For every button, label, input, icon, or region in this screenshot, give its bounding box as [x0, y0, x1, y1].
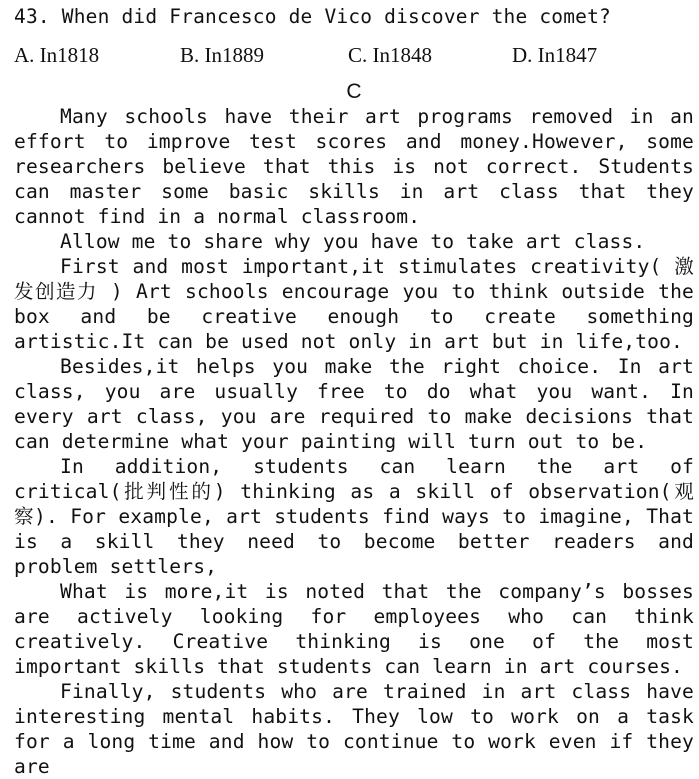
document-page	[14, 4, 694, 779]
paragraph-5: In addition, students can learn the art of critical(批判性的) thinking as a skill of observation(观察). For example, art students find ways to imagine, That is a skill they need to become better readers and problem settlers,	[14, 455, 694, 578]
option-a: A. In1818	[14, 43, 100, 67]
paragraph-3: First and most important,it stimulates creativity( 激发创造力 ) Art schools encourage you to think outside the box and be creative enough to create something artistic.It can be used not only in art but in life,too.	[14, 255, 694, 353]
paragraph-2: Allow me to share why you have to take art class.	[60, 230, 646, 253]
paragraph-6: What is more,it is noted that the company’s bosses are actively looking for employees who can think creatively. Creative thinking is one of the most important skills that students can learn in art courses.	[14, 580, 694, 678]
option-b: B. In1889	[180, 43, 264, 67]
reading-passage	[14, 104, 694, 779]
paragraph-1: Many schools have their art programs removed in an effort to improve test scores and money.However, some researchers believe that this is not correct. Students can master some basic skills in art class that they cannot find in a normal classroom.	[14, 105, 694, 228]
question-43-text: 43. When did Francesco de Vico discover the comet?	[14, 5, 611, 28]
answer-options	[14, 42, 694, 68]
option-c: C. In1848	[348, 43, 432, 67]
option-d: D. In1847	[512, 43, 598, 67]
paragraph-7: Finally, students who are trained in art class have interesting mental habits. They low to work on a task for a long time and how to continue to work even if they are	[14, 680, 694, 778]
paragraph-4: Besides,it helps you make the right choice. In art class, you are usually free to do what you want. In every art class, you are required to make decisions that can determine what your painting will turn out to be.	[14, 355, 694, 453]
section-heading: C	[346, 80, 362, 103]
